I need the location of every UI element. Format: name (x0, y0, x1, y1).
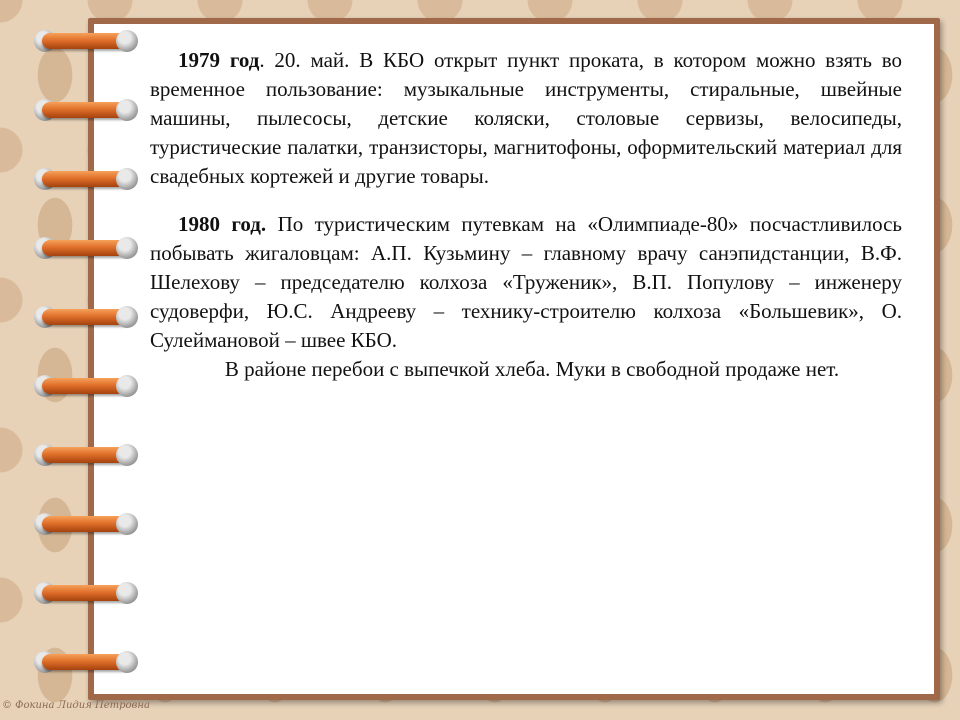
binder-ring (34, 99, 138, 121)
binder-ring (34, 513, 138, 535)
binder-ring (34, 582, 138, 604)
binder-ring (34, 30, 138, 52)
binder-ring (34, 237, 138, 259)
binder-ring (34, 306, 138, 328)
year-heading: 1980 год. (178, 212, 267, 236)
binder-ring (34, 444, 138, 466)
binder-ring (34, 168, 138, 190)
binder-rings (34, 30, 144, 690)
text-body (150, 46, 902, 384)
paragraph-text: . 20. май. В КБО открыт пункт проката, в котором можно взять во временное пользование: музыкальные инструменты, стиральные, швейные машины, пылесосы, детские коляски, столовые сервизы, велосипеды, туристические палатки, транзисторы, магнитофоны, оформительский материал для свадебных кортежей и другие товары. (150, 48, 902, 188)
paragraph-text: По туристическим путевкам на «Олимпиаде-80» посчастливилось побывать жигаловцам: А.П. Кузьмину – главному врачу санэпидстанции, В.Ф. Шелехову – председателю колхоза «Труженик», В.П. Популову – инженеру судоверфи, Ю.С. Андрееву – технику-строителю колхоза «Большевик», О. Сулеймановой – швее КБО. (150, 212, 903, 352)
paragraph-1980 (150, 210, 902, 355)
paragraph-1979 (150, 46, 902, 191)
closing-line: В районе перебои с выпечкой хлеба. Муки в свободной продаже нет. (224, 357, 840, 381)
copyright-signature: © Фокина Лидия Петровна (2, 700, 150, 711)
year-heading: 1979 год (178, 48, 260, 72)
binder-ring (34, 375, 138, 397)
binder-ring (34, 651, 138, 673)
